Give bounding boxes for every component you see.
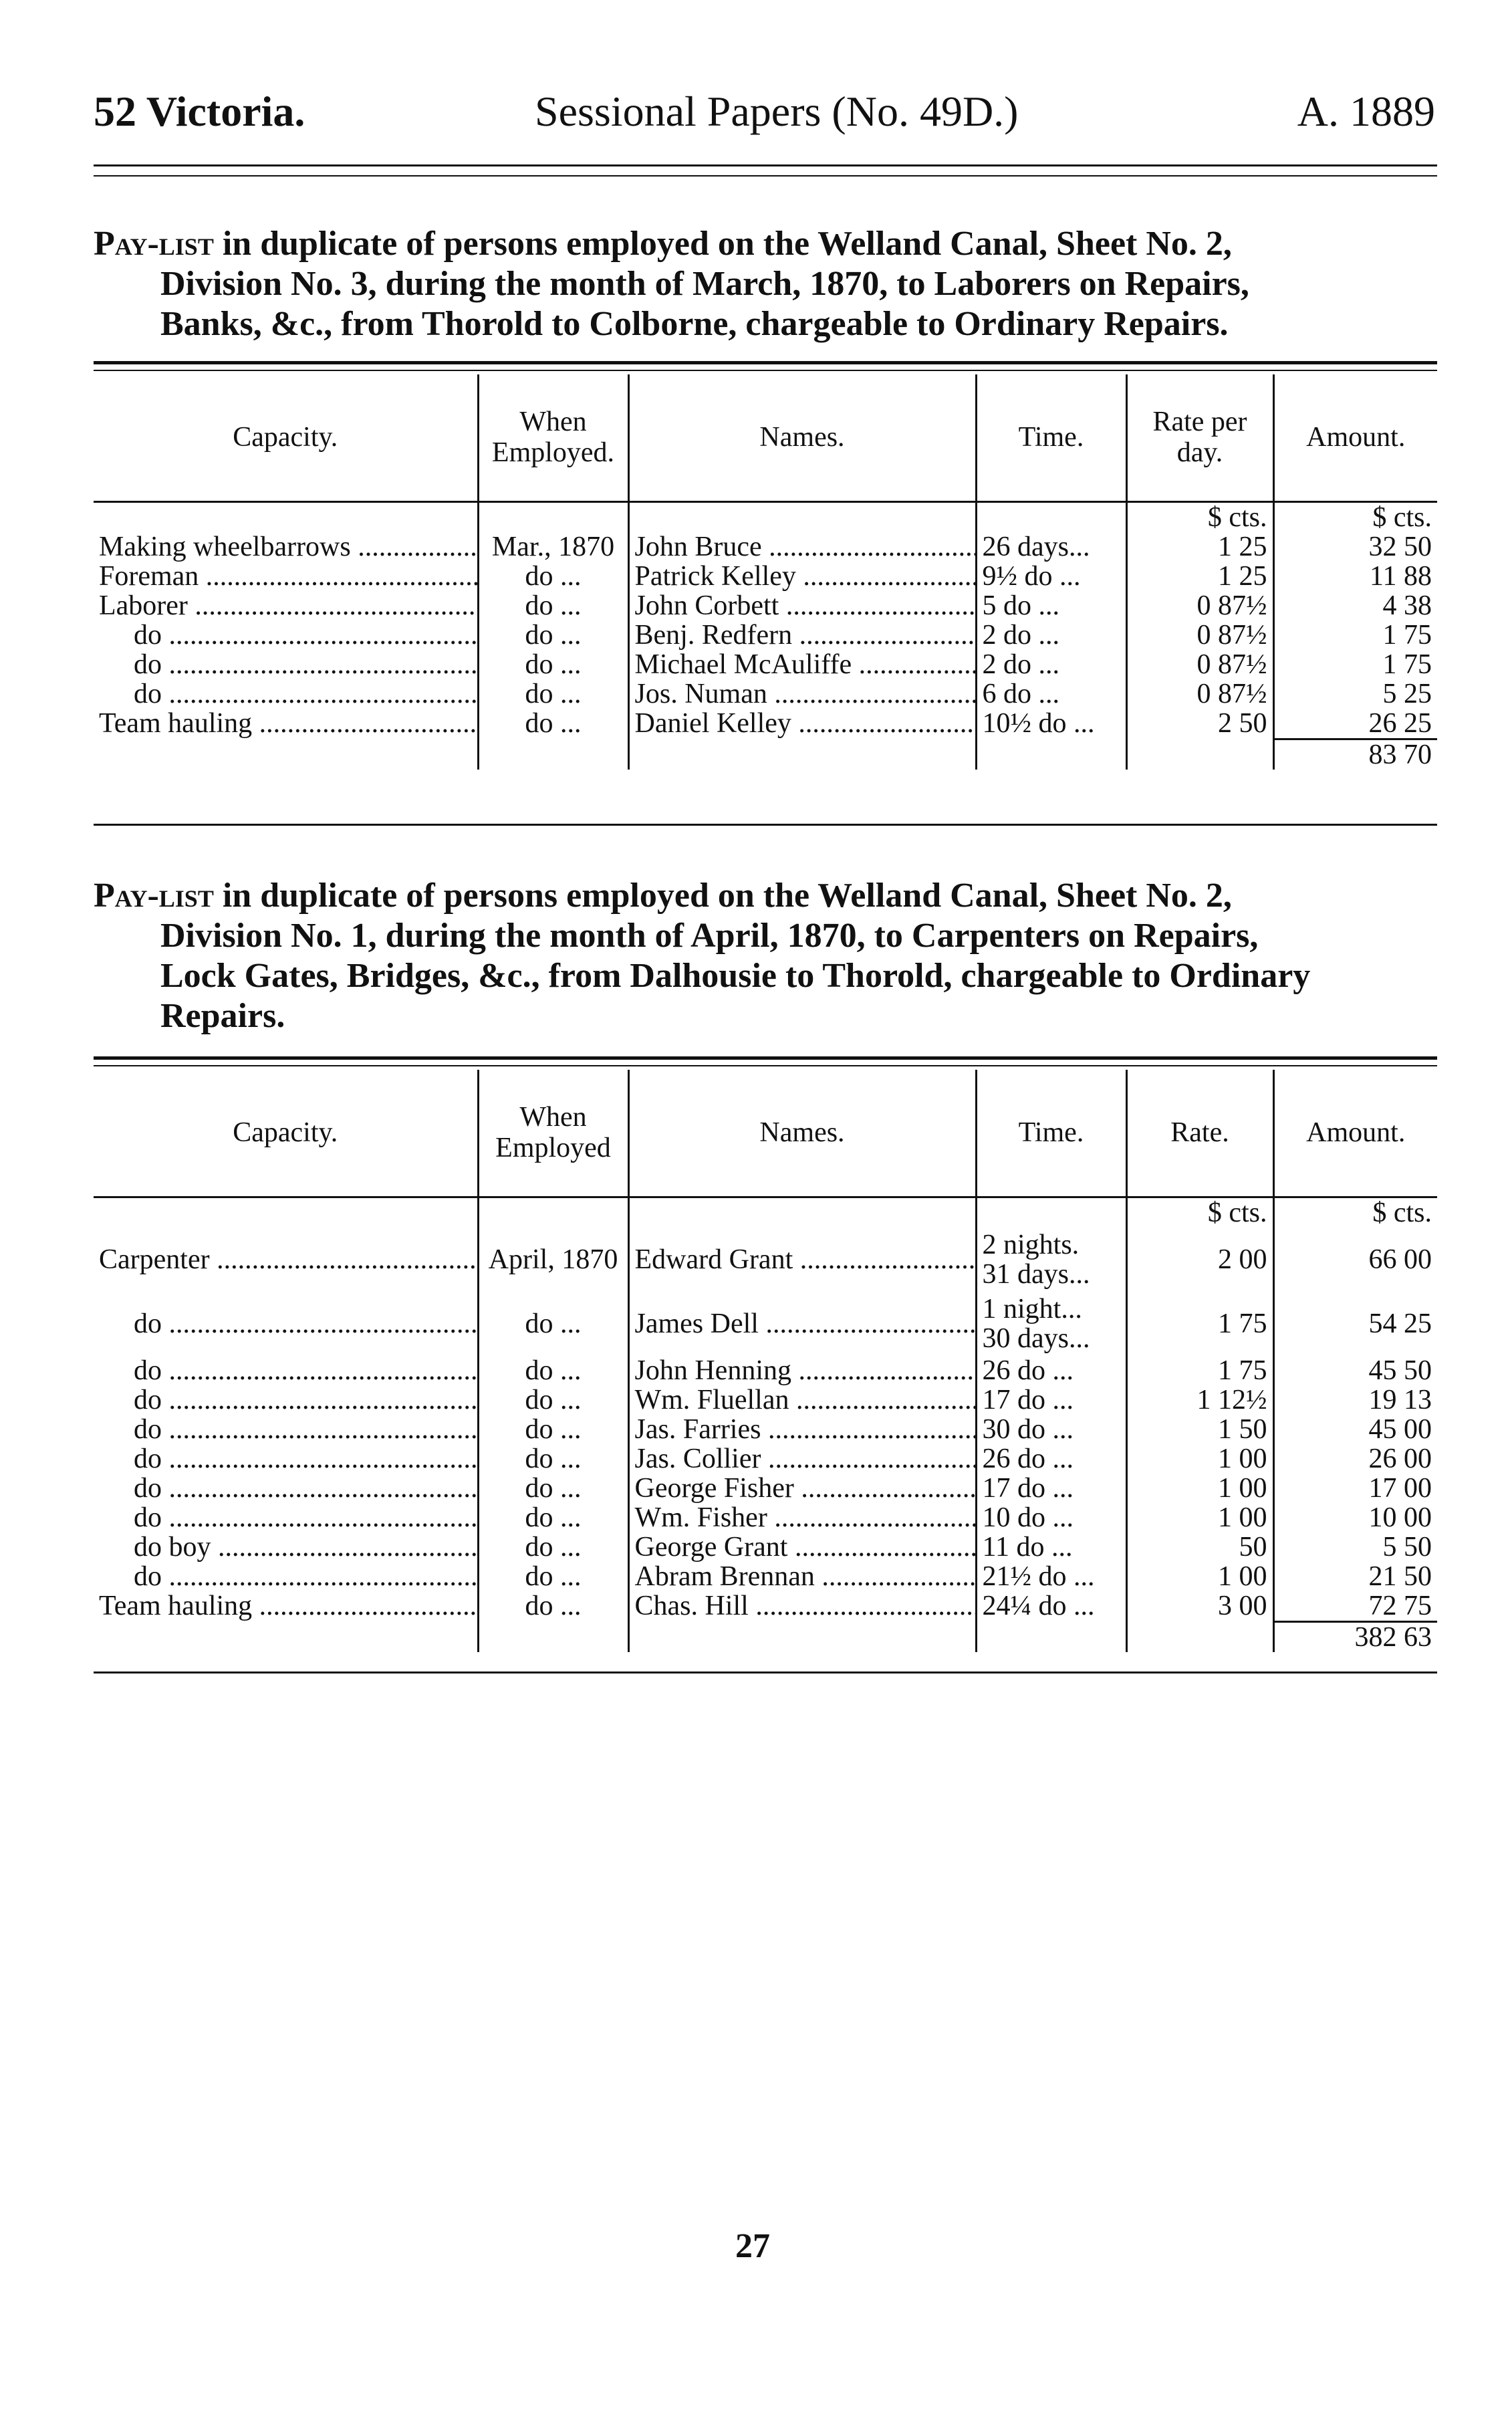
when-cell: do ... xyxy=(478,620,628,650)
table-row xyxy=(94,1444,1437,1474)
rate-cell: 1 25 xyxy=(1126,562,1273,591)
amount-cell: 26 25 xyxy=(1273,709,1437,739)
amount-cell: 19 13 xyxy=(1273,1385,1437,1415)
time-cell: 9½ do ... xyxy=(976,562,1126,591)
amount-cell: 5 50 xyxy=(1273,1532,1437,1562)
rate-cell: 0 87½ xyxy=(1126,591,1273,620)
capacity-cell: Carpenter ..... xyxy=(94,1228,478,1292)
rate-cell: 1 50 xyxy=(1126,1415,1273,1444)
title-line: Division No. 1, during the month of April, 1870, to Carpenters on Repairs, xyxy=(160,917,1259,955)
table-top-rule-thin xyxy=(94,370,1437,371)
time-cell: 11 do ... xyxy=(976,1532,1126,1562)
time-days: 30 days... xyxy=(982,1322,1090,1354)
column-header-rate: Rate. xyxy=(1126,1070,1273,1197)
rate-cell: 0 87½ xyxy=(1126,620,1273,650)
amount-unit: $ cts. xyxy=(1273,1197,1437,1228)
time-cell: 2 do ... xyxy=(976,650,1126,679)
rate-cell: 1 12½ xyxy=(1126,1385,1273,1415)
table-top-rule xyxy=(94,1056,1437,1060)
name-cell: Daniel Kelley ..... xyxy=(628,709,976,739)
when-cell: do ... xyxy=(478,650,628,679)
when-cell: do ... xyxy=(478,1292,628,1356)
name-cell: Jos. Numan ..... xyxy=(628,679,976,709)
table-row xyxy=(94,1228,1437,1292)
table-row xyxy=(94,709,1437,739)
amount-cell: 17 00 xyxy=(1273,1474,1437,1503)
capacity-cell: do ..... xyxy=(94,1385,478,1415)
time-cell xyxy=(976,1292,1126,1356)
table-row xyxy=(94,1562,1437,1591)
table-top-rule xyxy=(94,361,1437,364)
table-row xyxy=(94,532,1437,562)
rate-cell: 2 00 xyxy=(1126,1228,1273,1292)
rate-cell: 0 87½ xyxy=(1126,679,1273,709)
time-cell: 17 do ... xyxy=(976,1474,1126,1503)
capacity-cell: Making wheelbarrows ..... xyxy=(94,532,478,562)
table-row xyxy=(94,679,1437,709)
header-rule-lower xyxy=(94,175,1437,177)
title-line: Repairs. xyxy=(160,997,285,1035)
title-line: in duplicate of persons employed on the Welland Canal, Sheet No. 2, xyxy=(213,877,1232,915)
when-cell: do ... xyxy=(478,1591,628,1622)
column-header-names: Names. xyxy=(628,374,976,501)
table-row xyxy=(94,591,1437,620)
pay-list-1-table xyxy=(94,374,1437,770)
column-header-capacity: Capacity. xyxy=(94,374,478,501)
when-cell: do ... xyxy=(478,1562,628,1591)
time-cell: 5 do ... xyxy=(976,591,1126,620)
page-number: 27 xyxy=(735,2227,770,2265)
table-row xyxy=(94,1474,1437,1503)
amount-cell: 5 25 xyxy=(1273,679,1437,709)
name-cell: George Grant ..... xyxy=(628,1532,976,1562)
amount-unit: $ cts. xyxy=(1273,501,1437,532)
rate-cell: 1 25 xyxy=(1126,532,1273,562)
time-cell: 21½ do ... xyxy=(976,1562,1126,1591)
name-cell: Jas. Collier ..... xyxy=(628,1444,976,1474)
amount-cell: 45 00 xyxy=(1273,1415,1437,1444)
rate-cell: 1 00 xyxy=(1126,1562,1273,1591)
amount-cell: 66 00 xyxy=(1273,1228,1437,1292)
name-cell: John Bruce ..... xyxy=(628,532,976,562)
amount-cell: 10 00 xyxy=(1273,1503,1437,1532)
rate-cell: 1 00 xyxy=(1126,1444,1273,1474)
name-cell: George Fisher ..... xyxy=(628,1474,976,1503)
name-cell: John Henning ..... xyxy=(628,1356,976,1385)
time-cell: 26 do ... xyxy=(976,1356,1126,1385)
pay-list-2-table xyxy=(94,1070,1437,1652)
time-cell: 10½ do ... xyxy=(976,709,1126,739)
capacity-cell: Foreman ..... xyxy=(94,562,478,591)
table-top-rule-thin xyxy=(94,1065,1437,1066)
capacity-cell: do ..... xyxy=(94,1474,478,1503)
time-cell: 10 do ... xyxy=(976,1503,1126,1532)
rate-cell: 0 87½ xyxy=(1126,650,1273,679)
rate-cell: 1 00 xyxy=(1126,1474,1273,1503)
name-cell: Wm. Fluellan ..... xyxy=(628,1385,976,1415)
time-cell: 24¼ do ... xyxy=(976,1591,1126,1622)
rate-cell: 2 50 xyxy=(1126,709,1273,739)
when-cell: do ... xyxy=(478,679,628,709)
when-cell: do ... xyxy=(478,1415,628,1444)
capacity-cell: Team hauling ..... xyxy=(94,709,478,739)
capacity-cell: do ..... xyxy=(94,1415,478,1444)
name-cell: Michael McAuliffe ..... xyxy=(628,650,976,679)
table-row xyxy=(94,1356,1437,1385)
column-header-amount: Amount. xyxy=(1273,374,1437,501)
when-cell: Mar., 1870 xyxy=(478,532,628,562)
amount-cell: 26 00 xyxy=(1273,1444,1437,1474)
capacity-cell: do ..... xyxy=(94,620,478,650)
when-cell: do ... xyxy=(478,591,628,620)
pay-list-1-title xyxy=(94,224,1437,344)
name-cell: Abram Brennan ..... xyxy=(628,1562,976,1591)
title-line: Lock Gates, Bridges, &c., from Dalhousie to Thorold, chargeable to Ordinary xyxy=(160,957,1311,995)
name-cell: John Corbett ..... xyxy=(628,591,976,620)
column-header-amount: Amount. xyxy=(1273,1070,1437,1197)
title-line: Division No. 3, during the month of March, 1870, to Laborers on Repairs, xyxy=(160,265,1249,303)
table-row xyxy=(94,1591,1437,1622)
rate-cell: 1 00 xyxy=(1126,1503,1273,1532)
capacity-cell: do ..... xyxy=(94,679,478,709)
capacity-cell: do ..... xyxy=(94,1562,478,1591)
amount-cell: 11 88 xyxy=(1273,562,1437,591)
column-header-rate: Rate per day. xyxy=(1126,374,1273,501)
time-cell xyxy=(976,1228,1126,1292)
amount-cell: 4 38 xyxy=(1273,591,1437,620)
time-days: 31 days... xyxy=(982,1258,1090,1290)
time-cell: 2 do ... xyxy=(976,620,1126,650)
running-head-title: Sessional Papers (No. 49D.) xyxy=(535,88,1019,135)
when-cell: do ... xyxy=(478,1444,628,1474)
capacity-cell: do boy ..... xyxy=(94,1532,478,1562)
time-cell: 26 do ... xyxy=(976,1444,1126,1474)
total-row xyxy=(94,739,1437,770)
name-cell: Edward Grant ..... xyxy=(628,1228,976,1292)
amount-cell: 21 50 xyxy=(1273,1562,1437,1591)
name-cell: Benj. Redfern ..... xyxy=(628,620,976,650)
capacity-cell: do ..... xyxy=(94,1444,478,1474)
running-head-year: A. 1889 xyxy=(1297,88,1435,135)
capacity-cell: do ..... xyxy=(94,1503,478,1532)
name-cell: James Dell ..... xyxy=(628,1292,976,1356)
when-cell: do ... xyxy=(478,1503,628,1532)
rate-cell: 50 xyxy=(1126,1532,1273,1562)
rate-cell: 1 75 xyxy=(1126,1356,1273,1385)
table-bottom-rule xyxy=(94,824,1437,826)
column-header-time: Time. xyxy=(976,1070,1126,1197)
title-line: Banks, &c., from Thorold to Colborne, chargeable to Ordinary Repairs. xyxy=(160,305,1229,343)
rate-cell: 1 75 xyxy=(1126,1292,1273,1356)
table-row xyxy=(94,1532,1437,1562)
header-rule xyxy=(94,164,1437,166)
amount-cell: 1 75 xyxy=(1273,650,1437,679)
when-cell: do ... xyxy=(478,1356,628,1385)
name-cell: Jas. Farries ..... xyxy=(628,1415,976,1444)
total-amount: 382 63 xyxy=(1273,1621,1437,1652)
time-nights: 2 nights. xyxy=(982,1229,1080,1260)
table-row xyxy=(94,562,1437,591)
column-header-names: Names. xyxy=(628,1070,976,1197)
name-cell: Chas. Hill ..... xyxy=(628,1591,976,1622)
column-header-capacity: Capacity. xyxy=(94,1070,478,1197)
capacity-cell: do ..... xyxy=(94,1356,478,1385)
table-row xyxy=(94,1415,1437,1444)
column-header-time: Time. xyxy=(976,374,1126,501)
time-cell: 26 days... xyxy=(976,532,1126,562)
when-cell: April, 1870 xyxy=(478,1228,628,1292)
time-cell: 30 do ... xyxy=(976,1415,1126,1444)
time-cell: 17 do ... xyxy=(976,1385,1126,1415)
when-cell: do ... xyxy=(478,1474,628,1503)
pay-list-label: Pay-list xyxy=(94,225,214,263)
table-row xyxy=(94,620,1437,650)
rate-cell: 3 00 xyxy=(1126,1591,1273,1622)
table-row xyxy=(94,650,1437,679)
capacity-cell: do ..... xyxy=(94,650,478,679)
total-amount: 83 70 xyxy=(1273,739,1437,770)
column-header-when-employed: When Employed. xyxy=(478,374,628,501)
table-row xyxy=(94,1292,1437,1356)
capacity-cell: do ..... xyxy=(94,1292,478,1356)
amount-cell: 32 50 xyxy=(1273,532,1437,562)
when-cell: do ... xyxy=(478,1385,628,1415)
rate-unit: $ cts. xyxy=(1126,501,1273,532)
table-row xyxy=(94,1385,1437,1415)
name-cell: Wm. Fisher ..... xyxy=(628,1503,976,1532)
column-header-when-employed: When Employed xyxy=(478,1070,628,1197)
title-line: in duplicate of persons employed on the Welland Canal, Sheet No. 2, xyxy=(213,225,1232,263)
capacity-cell: Team hauling ..... xyxy=(94,1591,478,1622)
amount-cell: 54 25 xyxy=(1273,1292,1437,1356)
table-bottom-rule xyxy=(94,1671,1437,1674)
pay-list-label: Pay-list xyxy=(94,877,214,915)
time-nights: 1 night... xyxy=(982,1293,1082,1324)
table-row xyxy=(94,1503,1437,1532)
amount-cell: 72 75 xyxy=(1273,1591,1437,1622)
running-head-session: 52 Victoria. xyxy=(94,88,305,135)
amount-cell: 1 75 xyxy=(1273,620,1437,650)
amount-cell: 45 50 xyxy=(1273,1356,1437,1385)
name-cell: Patrick Kelley ..... xyxy=(628,562,976,591)
pay-list-2-title xyxy=(94,876,1437,1036)
when-cell: do ... xyxy=(478,709,628,739)
time-cell: 6 do ... xyxy=(976,679,1126,709)
when-cell: do ... xyxy=(478,1532,628,1562)
rate-unit: $ cts. xyxy=(1126,1197,1273,1228)
total-row xyxy=(94,1621,1437,1652)
capacity-cell: Laborer ..... xyxy=(94,591,478,620)
when-cell: do ... xyxy=(478,562,628,591)
